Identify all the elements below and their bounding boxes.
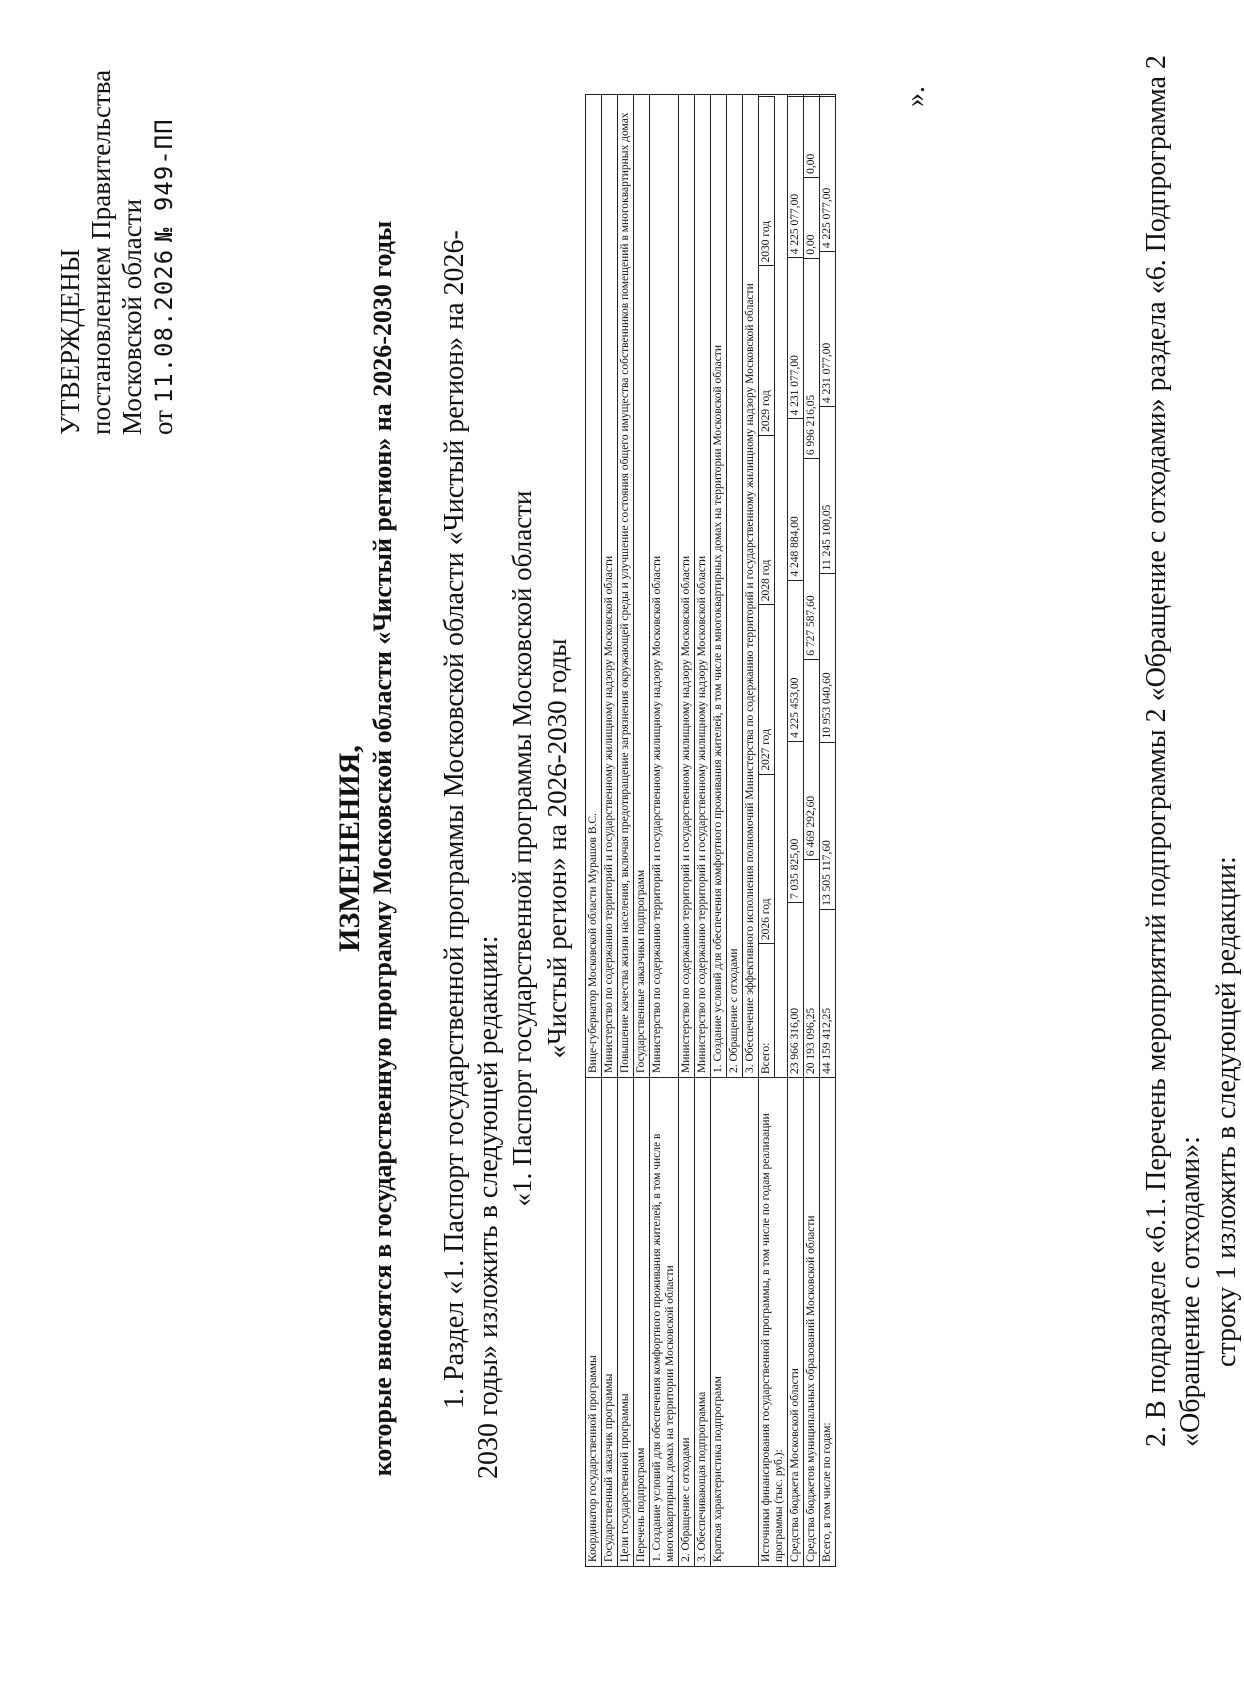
finance-row-label: Средства бюджета Московской области — [788, 1078, 804, 1567]
finance-value: 44 159 412,25 — [820, 909, 836, 1077]
approval-date-prefix: от — [148, 410, 178, 435]
finance-value: 4 231 077,00 — [788, 258, 804, 419]
paragraph-2: 2. В подразделе «6.1. Перечень мероприятий подпрограммы 2 «Обращение с отходами» раздела «6. Подпрограмма 2 «Обращение с отходами»: — [1141, 55, 1206, 1447]
finance-row — [804, 95, 820, 1567]
passport-brief-row — [711, 95, 727, 1567]
finance-value: 13 505 117,60 — [820, 742, 836, 909]
approval-heading: УТВЕРЖДЕНЫ — [55, 248, 85, 435]
finance-value: 0,00 — [804, 97, 820, 178]
finance-values-table — [819, 96, 836, 1078]
finance-value: 4 225 077,00 — [820, 97, 836, 252]
passport-brief-item: 2. Обращение с отходами — [727, 95, 743, 1078]
passport-row-value: Вице-губернатор Московской области Мурашов В.С. — [586, 95, 602, 1078]
finance-values-table — [787, 96, 804, 1078]
approval-date-line — [148, 70, 180, 435]
finance-label: Источники финансирования государственной программы, в том числе по годам реализации программы (тыс. руб.): — [759, 1078, 788, 1567]
finance-value: 11 245 100,05 — [820, 407, 836, 574]
passport-row — [602, 95, 618, 1567]
finance-values — [788, 97, 804, 1078]
document-subtitle: которые вносятся в государственную программу Московской области «Чистый регион» на 2026-2030 годы — [368, 220, 397, 1477]
passport-row-value: Министерство по содержанию территорий и государственному жилищному надзору Московской области — [679, 95, 695, 1078]
finance-value: 6 996 216,05 — [804, 258, 820, 459]
passport-row-value: Повышение качества жизни населения, включая предотвращение загрязнения окружающей среды и улучшение состояния общего имущества собственников помещений в многоквартирных домах — [618, 95, 634, 1078]
passport-title-line2: «Чистый регион» на 2026-2030 годы — [542, 638, 572, 1059]
passport-row — [650, 95, 679, 1567]
finance-header-row — [759, 95, 788, 1567]
finance-value: 4 225 077,00 — [788, 97, 804, 258]
approval-date: 11.08.2026 — [150, 248, 178, 404]
passport-brief-item: 3. Обеспечение эффективного исполнения полномочий Министерства по содержанию территорий и государственному жилищному надзору Московской области — [743, 95, 759, 1078]
passport-row — [634, 95, 650, 1567]
document-title: ИЗМЕНЕНИЯ, — [333, 745, 366, 952]
passport-row-label: 1. Создание условий для обеспечения комфортного проживания жителей, в том числе в многоквартирных домах на территории Московской области — [650, 1078, 679, 1567]
passport-brief-item: 1. Создание условий для обеспечения комфортного проживания жителей, в том числе в многоквартирных домах на территории Московской области — [711, 95, 727, 1078]
finance-header-year: 2028 год — [759, 435, 775, 604]
finance-value: 4 225 453,00 — [788, 580, 804, 741]
finance-value: 20 193 096,25 — [804, 860, 820, 1078]
finance-header-year: 2026 год — [759, 774, 775, 943]
finance-row-values — [804, 95, 820, 1078]
finance-values — [820, 97, 836, 1078]
passport-row — [618, 95, 634, 1567]
passport-row-label: Координатор государственной программы — [586, 1078, 602, 1567]
approval-number: № 949-ПП — [150, 118, 178, 243]
quote-end: ». — [900, 86, 931, 107]
finance-row — [788, 95, 804, 1567]
finance-row-values — [788, 95, 804, 1078]
paragraph-1: 1. Раздел «1. Паспорт государственной программы Московской области «Чистый регион» на 2026-2030 годы» изложить в следующей редакции: — [439, 230, 504, 1479]
finance-header-cell — [759, 95, 788, 1078]
approval-block — [55, 70, 180, 435]
passport-row-label: 2. Обращение с отходами — [679, 1078, 695, 1567]
passport-table — [585, 94, 836, 1567]
passport-row-label: 3. Обеспечивающая подпрограмма — [695, 1078, 711, 1567]
passport-row-value: Государственные заказчики подпрограмм — [634, 95, 650, 1078]
finance-header-year: 2027 год — [759, 605, 775, 774]
finance-header-year: 2030 год — [759, 97, 775, 266]
passport-brief-label: Краткая характеристика подпрограмм — [711, 1078, 759, 1567]
finance-value: 23 966 316,00 — [788, 903, 804, 1078]
finance-values — [804, 97, 820, 1078]
finance-row-values — [820, 95, 836, 1078]
passport-row — [679, 95, 695, 1567]
finance-row-label: Средства бюджетов муниципальных образований Московской области — [804, 1078, 820, 1567]
finance-value: 4 231 077,00 — [820, 252, 836, 407]
passport-row-label: Перечень подпрограмм — [634, 1078, 650, 1567]
finance-value: 4 248 884,00 — [788, 419, 804, 580]
passport-row-label: Цели государственной программы — [618, 1078, 634, 1567]
finance-header-year: 2029 год — [759, 266, 775, 435]
passport-row-value: Министерство по содержанию территорий и государственному жилищному надзору Московской области — [650, 95, 679, 1078]
finance-header-cells — [759, 97, 775, 1078]
passport-row-value: Министерство по содержанию территорий и государственному жилищному надзору Московской области — [695, 95, 711, 1078]
finance-value: 0,00 — [804, 177, 820, 258]
finance-header-year: Всего: — [759, 944, 775, 1078]
passport-row — [586, 95, 602, 1567]
finance-values-table — [803, 96, 820, 1078]
finance-value: 6 469 292,60 — [804, 659, 820, 860]
finance-header-table — [758, 96, 775, 1078]
finance-row-label: Всего, в том числе по годам: — [820, 1078, 836, 1567]
finance-value: 7 035 825,00 — [788, 741, 804, 902]
passport-row-label: Государственный заказчик программы — [602, 1078, 618, 1567]
passport-row-value: Министерство по содержанию территорий и государственному жилищному надзору Московской области — [602, 95, 618, 1078]
finance-value: 10 953 040,60 — [820, 574, 836, 742]
passport-title-line1: «1. Паспорт государственной программы Московской области — [507, 490, 537, 1207]
finance-value: 6 727 587,60 — [804, 459, 820, 660]
passport-row — [695, 95, 711, 1567]
approval-region: Московской области — [117, 198, 147, 435]
paragraph-3: строку 1 изложить в следующей редакции: — [1211, 856, 1242, 1367]
finance-row — [820, 95, 836, 1567]
approval-authority: постановлением Правительства — [86, 69, 116, 435]
